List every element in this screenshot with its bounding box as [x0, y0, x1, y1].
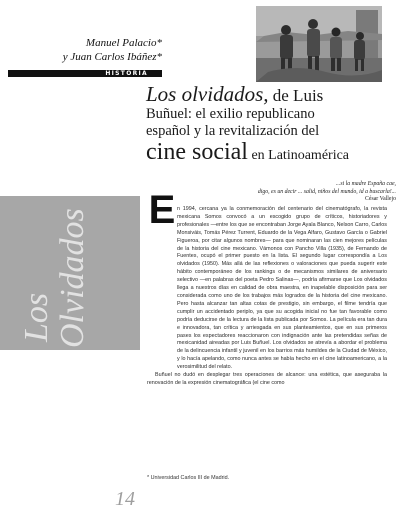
- footnote: * Universidad Carlos III de Madrid.: [147, 475, 230, 481]
- epigraph-source: César Vallejo: [365, 196, 396, 202]
- epigraph-line-2: digo, es un decir ... salid, niños del mundo, id a buscarla!...: [257, 188, 396, 195]
- section-bar: [8, 70, 162, 77]
- page-number: 14: [115, 488, 135, 510]
- sidebar-word-2: Olvidados: [54, 208, 91, 348]
- film-still-photo: [256, 6, 382, 82]
- title-line-3: español y la revitalización del: [146, 123, 320, 139]
- article-title: [146, 84, 386, 168]
- body-paragraph-2: Buñuel no dudó en desplegar tres operaciones de alcance: una estética, que aseguraba la renovación de la expresión cinematográfica (el cine como: [147, 372, 387, 386]
- sidebar-word-1: Los: [18, 292, 55, 342]
- film-still-illustration: [256, 6, 382, 82]
- section-label: HISTORIA: [105, 70, 148, 77]
- drop-cap: E: [148, 188, 176, 232]
- title-line-2: Buñuel: el exilio republicano: [146, 106, 315, 122]
- author-line-1: Manuel Palacio*: [85, 37, 162, 49]
- title-film-name: Los olvidados,: [146, 82, 269, 106]
- author-line-2: y Juan Carlos Ibáñez*: [62, 51, 162, 63]
- epigraph-line-1: ...si la madre España cae,: [335, 181, 396, 187]
- article-authors: [40, 36, 162, 64]
- body-paragraph-1: n 1994, cercana ya la conmemoración del centenario del cinematógrafo, la revista mexicana Somos convocó a un escogido grupo de críticos, historiadores y profesionales —entre los que se encontraban Jorge Ayala Blanco, Nelson Carro, Carlos Monsiváis, Tomás Pérez Turrent, Eduardo de la Vega Alfaro, Gustavo García o Gabriel Figueroa, por citar algunos nombres— para que nominaran las cien mejores películas de la historia del cine mexicano. Vámonos con Pancho Villa (1935), de Fernando de Fuentes, ocupó el primer puesto en la lista. El segundo lugar correspondía a Los olvidados (1950). Más allá de las reflexiones o valoraciones que pueda sugerir este hábito contemporáneo de los rankings o de mecanismos similares de aniversario selectivo —en palabras del poeta Pedro Salinas—, podría afirmarse que Los olvidados llega a nuestros días en calidad de obra maestra, en inapelable disposición para ser considerada como uno de los trabajos más logrados de la historia del cine mexicano. Pero hasta alcanzar tan altas cotas de prestigio, sin embargo, el filme tendría que cumplir un accidentado periplo, ya que su acogida inicial no fue tan favorable como podría deducirse de la lectura de la lista publicada por Somos. La película era tan dura e innovadora, tan crítica y arriesgada en sus planteamientos, que en sus primeros pases los espectadores reaccionaron con indignación ante las pretendidas señas de mexicanidad aireadas por Luis Buñuel. Los olvidados se atrevía a abordar el problema de la delincuencia infantil y juvenil en los barrios más humildes de la Ciudad de México, y lo hacía apelando, como nunca antes se había hecho en el cine latinoamericano, a la verosimilitud del relato.: [177, 206, 387, 371]
- title-line-4: en Latinoamérica: [247, 148, 350, 163]
- article-body: [147, 206, 387, 388]
- title-part-1: de Luis: [268, 86, 324, 105]
- epigraph: [226, 181, 396, 204]
- title-highlight: cine social: [146, 139, 248, 165]
